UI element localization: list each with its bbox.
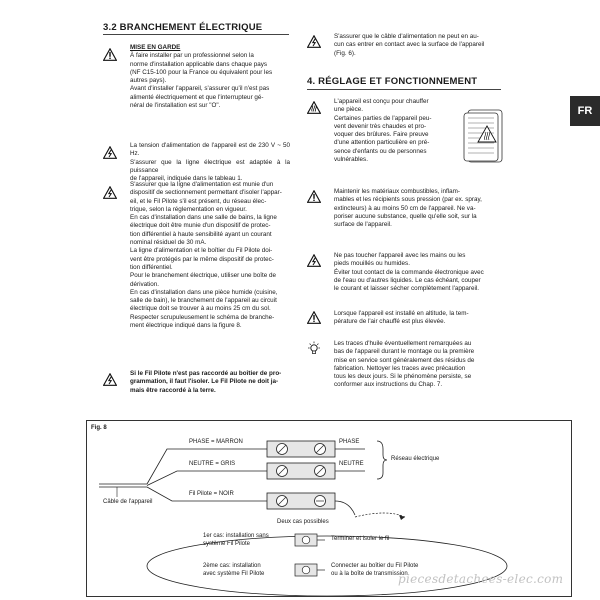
text-block-mise-en-garde: MISE EN GARDE À faire installer par un professionnel selon la norme d'installation applicable dans chaque pays (NF C15-100 pour la France ou équivalent pour les autres pays). Avant d'installer l'appareil, s'assurer qu'il n'est pas alimenté électriquement et que l'interrupteur gé- néral de l'installation est sur "O".: [130, 44, 288, 110]
case1-label-b: système Fil Pilote: [203, 541, 251, 547]
text-block-mains-mouillees: Ne pas toucher l'appareil avec les mains ou les pieds mouillés ou humides. Éviter tout contact de la commande électronique avec de l'eau ou d'autres liquides. Le cas échéant, couper le courant et laisser sécher complètement l'appareil.: [334, 252, 484, 293]
text-block-tension: La tension d'alimentation de l'appareil est de 230 V ~ 50 Hz. S'assurer que la ligne électrique est adaptée à la puissance de l'appareil, indiquée dans le tableau 1.: [130, 142, 290, 183]
case2-label-a: 2ème cas: installation: [203, 563, 261, 569]
cases-title: Deux cas possibles: [277, 519, 329, 525]
electric-hazard-icon: [103, 186, 117, 199]
language-tab-fr: FR: [570, 96, 600, 126]
warning-icon: [103, 48, 117, 61]
wire-label-phase: PHASE = MARRON: [189, 439, 243, 445]
figure-8-wiring-diagram: [86, 420, 572, 597]
section-title-reglage: 4. RÉGLAGE ET FONCTIONNEMENT: [307, 76, 478, 87]
text-block-fil-pilote: Si le Fil Pilote n'est pas raccordé au boîtier de pro- grammation, il faut l'isoler. Le Fil Pilote ne doit ja- mais être raccordé à la terre.: [130, 370, 282, 394]
text-block-sectionnement: S'assurer que la ligne d'alimentation est munie d'un dispositif de sectionnement permettant d'isoler l'appar- eil, et le Fil Pilote s'il est présent, du réseau élec- trique, selon la réglementation en vigueur. En cas d'installation dans une salle de bains, la ligne électrique doit être munie d'un dispositif de protec- tion différentiel à haute sensibilité ayant un courant nominal résiduel de 30 mA. La ligne d'alimentation et le boîtier du Fil Pilote doi- vent être protégés par le même dispositif de protec- tion différentiel. Pour le branchement électrique, utiliser une boîte de dérivation. En cas d'installation dans une pièce humide (cuisine, salle de bain), le branchement de l'appareil au circuit électrique doit se trouver à au moins 25 cm du sol. Respecter scrupuleusement le schéma de branche- ment électrique indiqué dans la figure 8.: [130, 181, 282, 330]
electric-hazard-icon: [103, 146, 117, 159]
warning-heading: MISE EN GARDE: [130, 44, 181, 51]
lightbulb-icon: [307, 341, 321, 357]
electric-hazard-icon: [307, 254, 321, 267]
radiator-illustration: [462, 106, 506, 166]
case2-result-1: Connecter au boîtier du Fil Pilote: [331, 563, 419, 569]
cable-label: Câble de l'appareil: [103, 499, 153, 505]
watermark: piecesdetachees-elec.com: [398, 572, 564, 586]
wire-label-fil-pilote: Fil Pilote = NOIR: [189, 491, 234, 497]
case2-result-2: ou à la boîte de transmission: [331, 571, 408, 577]
electric-hazard-icon: [103, 373, 117, 386]
text-block-materiaux: Maintenir les matériaux combustibles, inflam- mables et les récipients sous pression (par ex. spray, extincteurs) à au moins 50 cm de l'appareil. Ne va- poriser aucune substance, quelle qu'elle soit, sur la surface de l'appareil.: [334, 188, 482, 229]
electric-hazard-icon: [307, 35, 321, 48]
case1-label-a: 1er cas: installation sans: [203, 533, 269, 539]
warning-icon: [307, 311, 321, 324]
text-block-chauffer: L'appareil est conçu pour chauffer une pièce. Certaines parties de l'appareil peu- vent devenir très chaudes et pro- voquer des brûlures. Faire preuve d'une attention particulière en pré- sence d'enfants ou de personnes vulnérables.: [334, 98, 432, 164]
case2-label-b: avec système Fil Pilote: [203, 571, 265, 577]
text-block-cable: S'assurer que le câble d'alimentation ne peut en au- cun cas entrer en contact avec la surface de l'appareil (Fig. 6).: [334, 33, 485, 57]
wiring-drawing: [87, 421, 571, 596]
text-block-altitude: Lorsque l'appareil est installé en altitude, la tem- pérature de l'air chauffé est plus élevée.: [334, 310, 469, 326]
case1-result: Terminer et isoler le fil: [331, 536, 390, 542]
section-title-branchement: 3.2 BRANCHEMENT ÉLECTRIQUE: [103, 22, 263, 33]
figure-label: Fig. 8: [91, 425, 107, 431]
text-block-traces-huile: Les traces d'huile éventuellement remarquées au bas de l'appareil durant le montage ou la première mise en service sont généralement des résidus de fabrication. Nettoyer les traces avec précaution tous les deux jours. Si le phénomène persiste, se conformer aux instructions du Chap. 7.: [334, 340, 475, 389]
network-label: Réseau électrique: [391, 456, 440, 462]
section-rule: [103, 34, 289, 35]
output-label-phase: PHASE: [339, 439, 360, 445]
section-rule: [307, 89, 501, 90]
hot-surface-icon: [307, 101, 321, 114]
output-label-neutre: NEUTRE: [339, 461, 364, 467]
wire-label-neutre: NEUTRE = GRIS: [189, 461, 236, 467]
warning-icon: [307, 190, 321, 203]
